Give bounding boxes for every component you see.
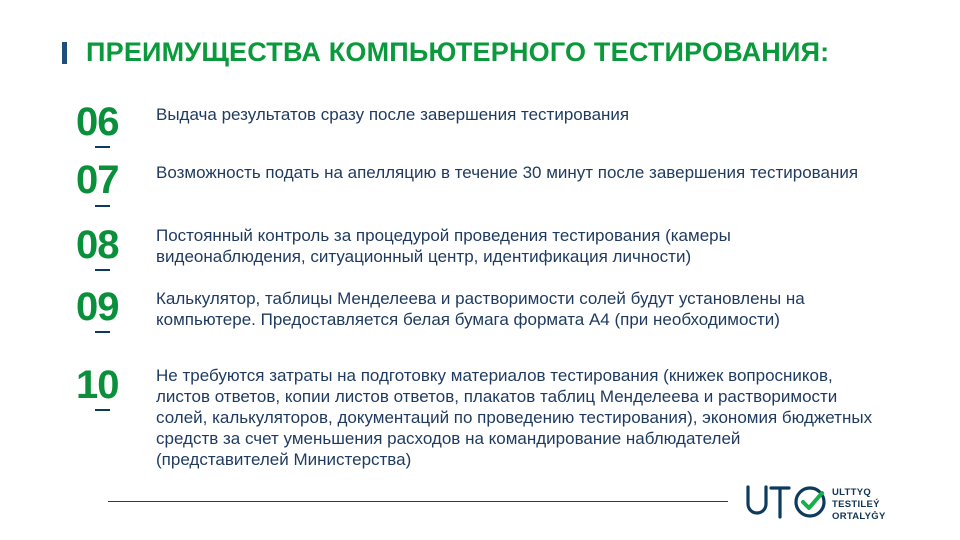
uto-logo-icon [744, 484, 830, 520]
title-accent-bar [62, 42, 67, 64]
logo-line-1: ULTTYQ [832, 487, 872, 498]
logo-line-3: ORTALYĠY [832, 511, 886, 522]
item-dash-07 [95, 205, 110, 207]
page-title: ПРЕИМУЩЕСТВА КОМПЬЮТЕРНОГО ТЕСТИРОВАНИЯ: [86, 37, 830, 67]
item-text-08: Постоянный контроль за процедурой проведения тестирования (камеры видеонаблюдения, ситуационный центр, идентификация личности) [156, 226, 731, 266]
item-text-07: Возможность подать на апелляцию в течение 30 минут после завершения тестирования [156, 163, 859, 182]
footer-divider [108, 501, 728, 502]
item-number-06: 06 [76, 100, 119, 144]
logo-line-2: TESTILEÝ [832, 499, 880, 510]
item-dash-09 [95, 331, 110, 333]
logo-wordmark [832, 487, 886, 523]
item-number-09: 09 [76, 285, 119, 329]
item-dash-10 [95, 409, 110, 411]
item-number-07: 07 [76, 158, 119, 202]
item-dash-06 [95, 146, 110, 148]
item-text-09: Калькулятор, таблицы Менделеева и растворимости солей будут установлены на компьютере. Предоставляется белая бумага формата А4 (при необходимости) [156, 289, 805, 329]
item-number-08: 08 [76, 223, 119, 267]
item-text-10: Не требуются затраты на подготовку материалов тестирования (книжек вопросников, листов ответов, копии листов ответов, плакатов таблиц Менделеева и растворимости солей, калькуляторов, документаций по проведению тестирования), экономия бюджетных средств за счет уменьшения расходов на командирование наблюдателей (представителей Министерства) [156, 366, 873, 469]
item-number-10: 10 [76, 363, 119, 407]
item-dash-08 [95, 269, 110, 271]
item-text-06: Выдача результатов сразу после завершения тестирования [156, 105, 630, 124]
